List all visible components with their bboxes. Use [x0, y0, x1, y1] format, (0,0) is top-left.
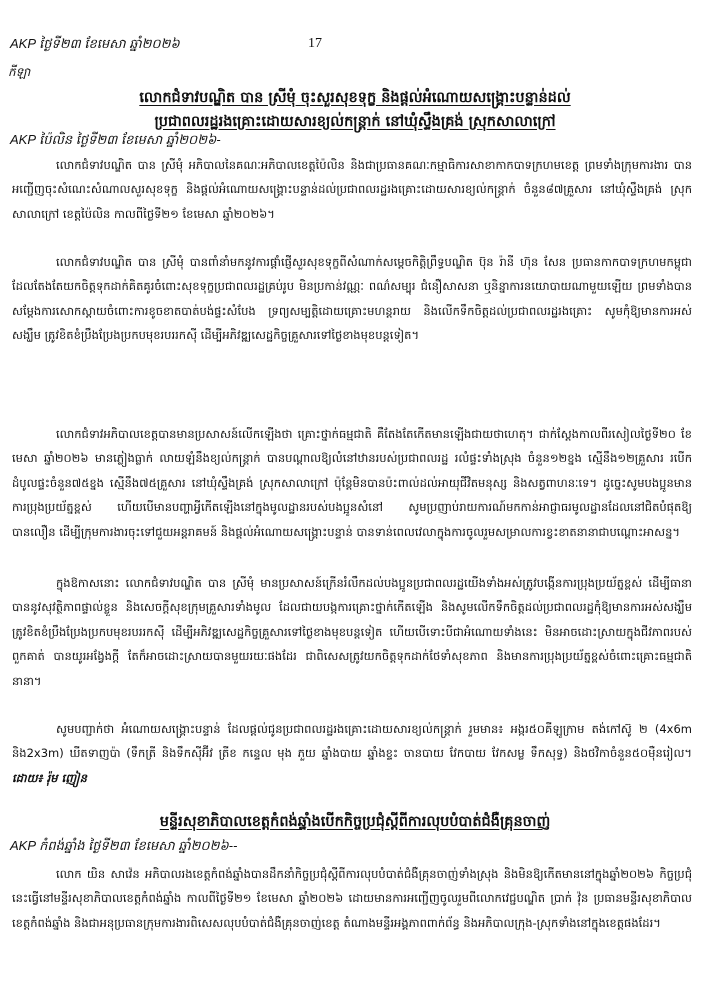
article1-paragraph-2: លោកជំទាវបណ្ឌិត បាន ស្រីមុំ បានពាំនាំមកនូវការផ្តាំផ្ញើសួរសុខទុក្ខពីសំណាក់សម្តេចកិត្តិព្រឹទ្ធបណ្ឌិត ប៊ុន រ៉ានី ហ៊ុន សែន ប្រធានកាកបាទក្រហមកម្ពុជា ដែលតែងតែយកចិត្តទុកដាក់គិតគូរចំពោះសុខទុក្ខប្រជាពលរដ្ឋគ្រប់រូប មិនប្រកាន់វណ្ណៈ ពណ៌សម្បុរ ជំនឿសាសនា ឬនិន្នាការនយោបាយណាមួយឡើយ ព្រមទាំងបានសម្តែងការសោកស្តាយចំពោះការខូចខាតបាត់បង់ផ្ទះសំបែង ទ្រព្យសម្បត្តិដោយគ្រោះមហន្តរាយ និងលើកទឹកចិត្តដល់ប្រជាពលរដ្ឋរងគ្រោះ សូមកុំឱ្យមានការអស់សង្ឃឹម ត្រូវខិតខំប្រឹងប្រែងប្រកបមុខរបររកស៊ី ដើម្បីអភិវឌ្ឍសេដ្ឋកិច្ចគ្រួសារទៅថ្ងៃខាងមុខបន្តទៀត។ — [12, 255, 692, 343]
article1-headline-line2: ប្រជាពលរដ្ឋរងគ្រោះដោយសារខ្យល់កន្ត្រាក់ នៅឃុំស្ទឹងគ្រង់ ស្រុកសាលាក្រៅ — [154, 114, 556, 130]
article1-paragraph-4: ក្នុងឱកាសនោះ លោកជំទាវបណ្ឌិត បាន ស្រីមុំ មានប្រសាសន៍ក្រើនរំលឹកដល់បងប្អូនប្រជាពលរដ្ឋយើងទាំងអស់ត្រូវបង្កើនការប្រុងប្រយ័ត្នខ្ពស់ ដើម្បីធានាបាននូវសុវត្ថិភាពផ្ទាល់ខ្លួន និងសេចក្តីសុខក្រុមគ្រួសារទាំងមូល ដែលជាយបង្កការគ្រោះថ្នាក់កើតឡើង និងសូមលើកទឹកចិត្តដល់ប្រជាពលរដ្ឋកុំឱ្យមានការអស់សង្ឃឹមត្រូវខិតខំប្រឹងប្រែងប្រកបមុខរបររកស៊ី ដើម្បីអភិវឌ្ឍសេដ្ឋកិច្ចគ្រួសារទៅថ្ងៃខាងមុខបន្តទៀត ហើយបើទោះបីជាអំណោយទាំងនេះ មិនអាចដោះស្រាយក្នុងជីវភាពរបស់ពួកគាត់ បានយូរអង្វែងក្តី តែក៏អាចដោះស្រាយបានមួយរយៈផងដែរ ជាពិសេសត្រូវយកចិត្តទុកដាក់ថែទាំសុខភាព និងមានការប្រុងប្រយ័ត្នខ្ពស់ចំពោះគ្រោះធម្មជាតិនានា។ — [12, 576, 692, 688]
article1-credit: ដោយ៖ រ៉ុម ញៀន — [12, 770, 87, 785]
article2-dateline: AKP កំពង់ឆ្នាំង ថ្ងៃទី២៣ ខែមេសា ឆ្នាំ២០២៦-- — [10, 838, 238, 853]
page-number: 17 — [308, 36, 322, 51]
article2-paragraph-1: លោក យិន សាវ៉េន អភិបាលរងខេត្តកំពង់ឆ្នាំងបានដឹកនាំកិច្ចប្រជុំស្តីពីការលុបបំបាត់ជំងឺគ្រុនចាញ់ទាំងស្រុង និងមិនឱ្យកើតមាននៅក្នុងឆ្នាំ២០២៦ កិច្ចប្រជុំនេះធ្វើនៅមន្ទីរសុខាភិបាលខេត្តកំពង់ឆ្នាំង កាលពីថ្ងៃទី២១ ខែមេសា ឆ្នាំ២០២៦ ដោយមានការអញ្ជើញចូលរួមពីលោកវេជ្ជបណ្ឌិត ប្រាក់ វ៉ុន ប្រធានមន្ទីរសុខាភិបាលខេត្តកំពង់ឆ្នាំង និងជាអនុប្រធានក្រុមការងារពិសេសលុបបំបាត់ជំងឺគ្រុនចាញ់ខេត្ត តំណាងមន្ទីរអង្គភាពពាក់ព័ន្ធ និងអភិបាលក្រុង-ស្រុកទាំងនៅក្នុងខេត្តផងដែរ។ — [12, 867, 692, 930]
article1-paragraph-1: លោកជំទាវបណ្ឌិត បាន ស្រីមុំ អភិបាលនៃគណៈអភិបាលខេត្តប៉ៃលិន និងជាប្រធានគណៈកម្មាធិការសាខាកាកបាទក្រហមខេត្ត ព្រមទាំងក្រុមការងារ បានអញ្ជើញចុះសំណេះសំណាលសួរសុខទុក្ខ និងផ្តល់អំណោយសង្គ្រោះបន្ទាន់ដល់ប្រជាពលរដ្ឋរងគ្រោះដោយសារខ្យល់កន្ត្រាក់ ចំនួន៨៧គ្រួសារ នៅឃុំស្ទឹងគ្រង់ ស្រុកសាលាក្រៅ ខេត្តប៉ៃលិន កាលពីថ្ងៃទី២១ ខែមេសា ឆ្នាំ២០២៦។ — [12, 158, 692, 221]
article1-paragraph-5-text: សូមបញ្ជាក់ថា អំណោយសង្គ្រោះបន្ទាន់ ដែលផ្តល់ជូនប្រជាពលរដ្ឋរងគ្រោះដោយសារខ្យល់កន្ត្រាក់ រួមមាន៖ អង្ករ៥០គីឡូក្រាម តង់កៅស៊ូ ២ (4x6m និង2x3m) ឃីតទាញប៉ា (ទឹកត្រី និងទឹកស៊ីអ៊ីវ ត្រីខ កន្ទេល មុង ភួយ ឆ្នាំងបាយ ឆ្នាំងខ្ទះ ចានបាយ វែកបាយ វែកសម្ល ទឹកសុទ្ធ) និងថវិកាចំនួន៥០ម៉ឺនរៀល។ — [12, 722, 692, 761]
header-source-date: AKP ថ្ងៃទី២៣ ខែមេសា ឆ្នាំ២០២៦ — [10, 36, 180, 51]
article1-paragraph-3: លោកជំទាវអភិបាលខេត្តបានមានប្រសាសន៍លើកឡើងថា គ្រោះថ្នាក់ធម្មជាតិ គឺតែងតែកើតមានឡើងជាយថាហេតុ។ ជាក់ស្តែងកាលពីរសៀលថ្ងៃទី២០ ខែមេសា ឆ្នាំ២០២៦ មានភ្លៀងធ្លាក់ លាយឡំនឹងខ្យល់កន្ត្រាក់ បានបណ្តាលឱ្យលំនៅឋានរបស់ប្រជាពលរដ្ឋ រលំផ្ទះទាំងស្រុង ចំនួន១២ខ្នង ស្មើនឹង១២គ្រួសារ របើកដំបូលផ្ទះចំនួន៧៥ខ្នង ស្មើនឹង៧៥គ្រួសារ នៅឃុំស្ទឹងគ្រង់ ស្រុកសាលាក្រៅ ប៉ុន្តែមិនបានប៉ះពាល់ដល់អាយុជីវិតមនុស្ស និងសត្វពាហនៈទេ។ ដូច្នេះសូមបងប្អូនមានការប្រុងប្រយ័ត្នខ្ពស់ ហើយបើមានបញ្ហាអ្វីកើតឡើងនៅក្នុងមូលដ្ឋានរបស់បងប្អូនសំនៅ សូមប្រញាប់រាយការណ៍មកកាន់អាជ្ញាធរមូលដ្ឋានដែលនៅជិតបំផុតឱ្យបានលឿន ដើម្បីក្រុមការងារចុះទៅជួយអន្តរាគមន៍ និងផ្តល់អំណោយសង្គ្រោះបន្ទាន់ បានទាន់ពេលវេលាក្នុងការចូលរួមសម្រាលការខ្វះខាតនានាជាបណ្តោះអាសន្ន។ — [12, 427, 692, 539]
article1-dateline: AKP ប៉ៃលិន ថ្ងៃទី២៣ ខែមេសា ឆ្នាំ២០២៦- — [10, 132, 221, 147]
article1-paragraph-5 — [12, 717, 692, 790]
article1-headline-line1: លោកជំទាវបណ្ឌិត បាន ស្រីមុំ ចុះសួរសុខទុក្ខ និងផ្តល់អំណោយសង្គ្រោះបន្ទាន់ដល់ — [139, 90, 571, 106]
article1-headline — [20, 86, 690, 134]
article2-headline: មន្ទីរសុខាភិបាលខេត្តកំពង់ឆ្នាំងបើកកិច្ចប្រជុំស្តីពីការលុបបំបាត់ជំងឺគ្រុនចាញ់ — [159, 814, 551, 830]
section-label: កីឡា — [8, 65, 31, 79]
page-header — [10, 36, 690, 56]
